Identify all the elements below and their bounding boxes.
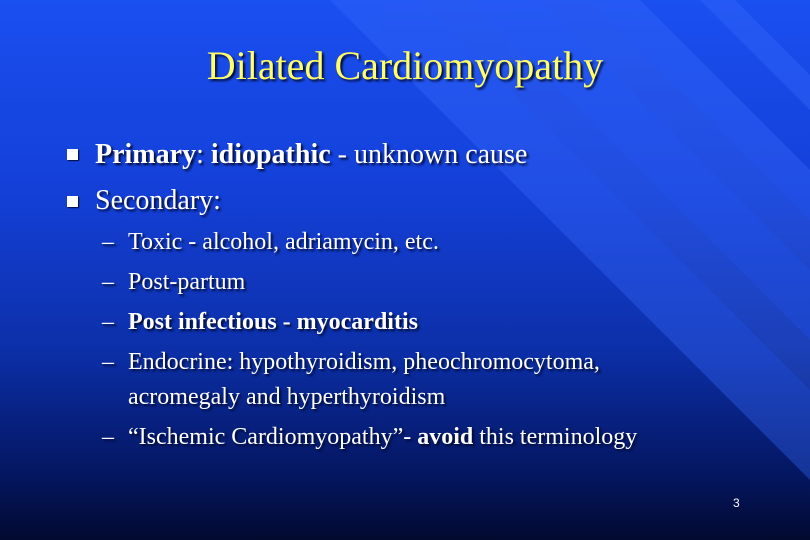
sub-bullet-text-end: this terminology xyxy=(473,424,638,450)
dash: – xyxy=(102,349,114,375)
bullet-primary xyxy=(95,139,527,171)
sub-bullet-endocrine xyxy=(102,349,600,376)
sub-bullet-ischemic xyxy=(102,424,638,451)
sub-bullet-text: Toxic - alcohol, adriamycin, etc. xyxy=(128,229,439,255)
primary-label: Primary xyxy=(95,139,197,170)
sub-bullet-text: Post infectious - myocarditis xyxy=(128,309,418,335)
dash: – xyxy=(102,229,114,255)
sub-bullet-endocrine-cont: acromegaly and hyperthyroidism xyxy=(128,384,446,410)
primary-idiopathic: idiopathic xyxy=(210,139,331,170)
sub-bullet-text: “Ischemic Cardiomyopathy”- xyxy=(128,424,418,450)
primary-rest: - unknown cause xyxy=(330,139,528,170)
bullet-square-icon xyxy=(67,149,78,160)
sub-bullet-post-infectious xyxy=(102,309,418,336)
avoid-emphasis: avoid xyxy=(417,424,474,450)
sub-bullet-text: Post-partum xyxy=(128,269,246,295)
page-number: 3 xyxy=(733,496,740,510)
sub-bullet-postpartum xyxy=(102,269,246,296)
dash: – xyxy=(102,269,114,295)
sub-bullet-toxic xyxy=(102,229,439,256)
sub-bullet-text: Endocrine: hypothyroidism, pheochromocytoma, xyxy=(128,349,600,375)
bullet-square-icon xyxy=(67,196,78,207)
bullet-secondary: Secondary: xyxy=(95,185,221,216)
slide-title: Dilated Cardiomyopathy xyxy=(206,43,604,88)
dash: – xyxy=(102,424,114,450)
dash: – xyxy=(102,309,114,335)
primary-separator: : xyxy=(196,139,211,170)
